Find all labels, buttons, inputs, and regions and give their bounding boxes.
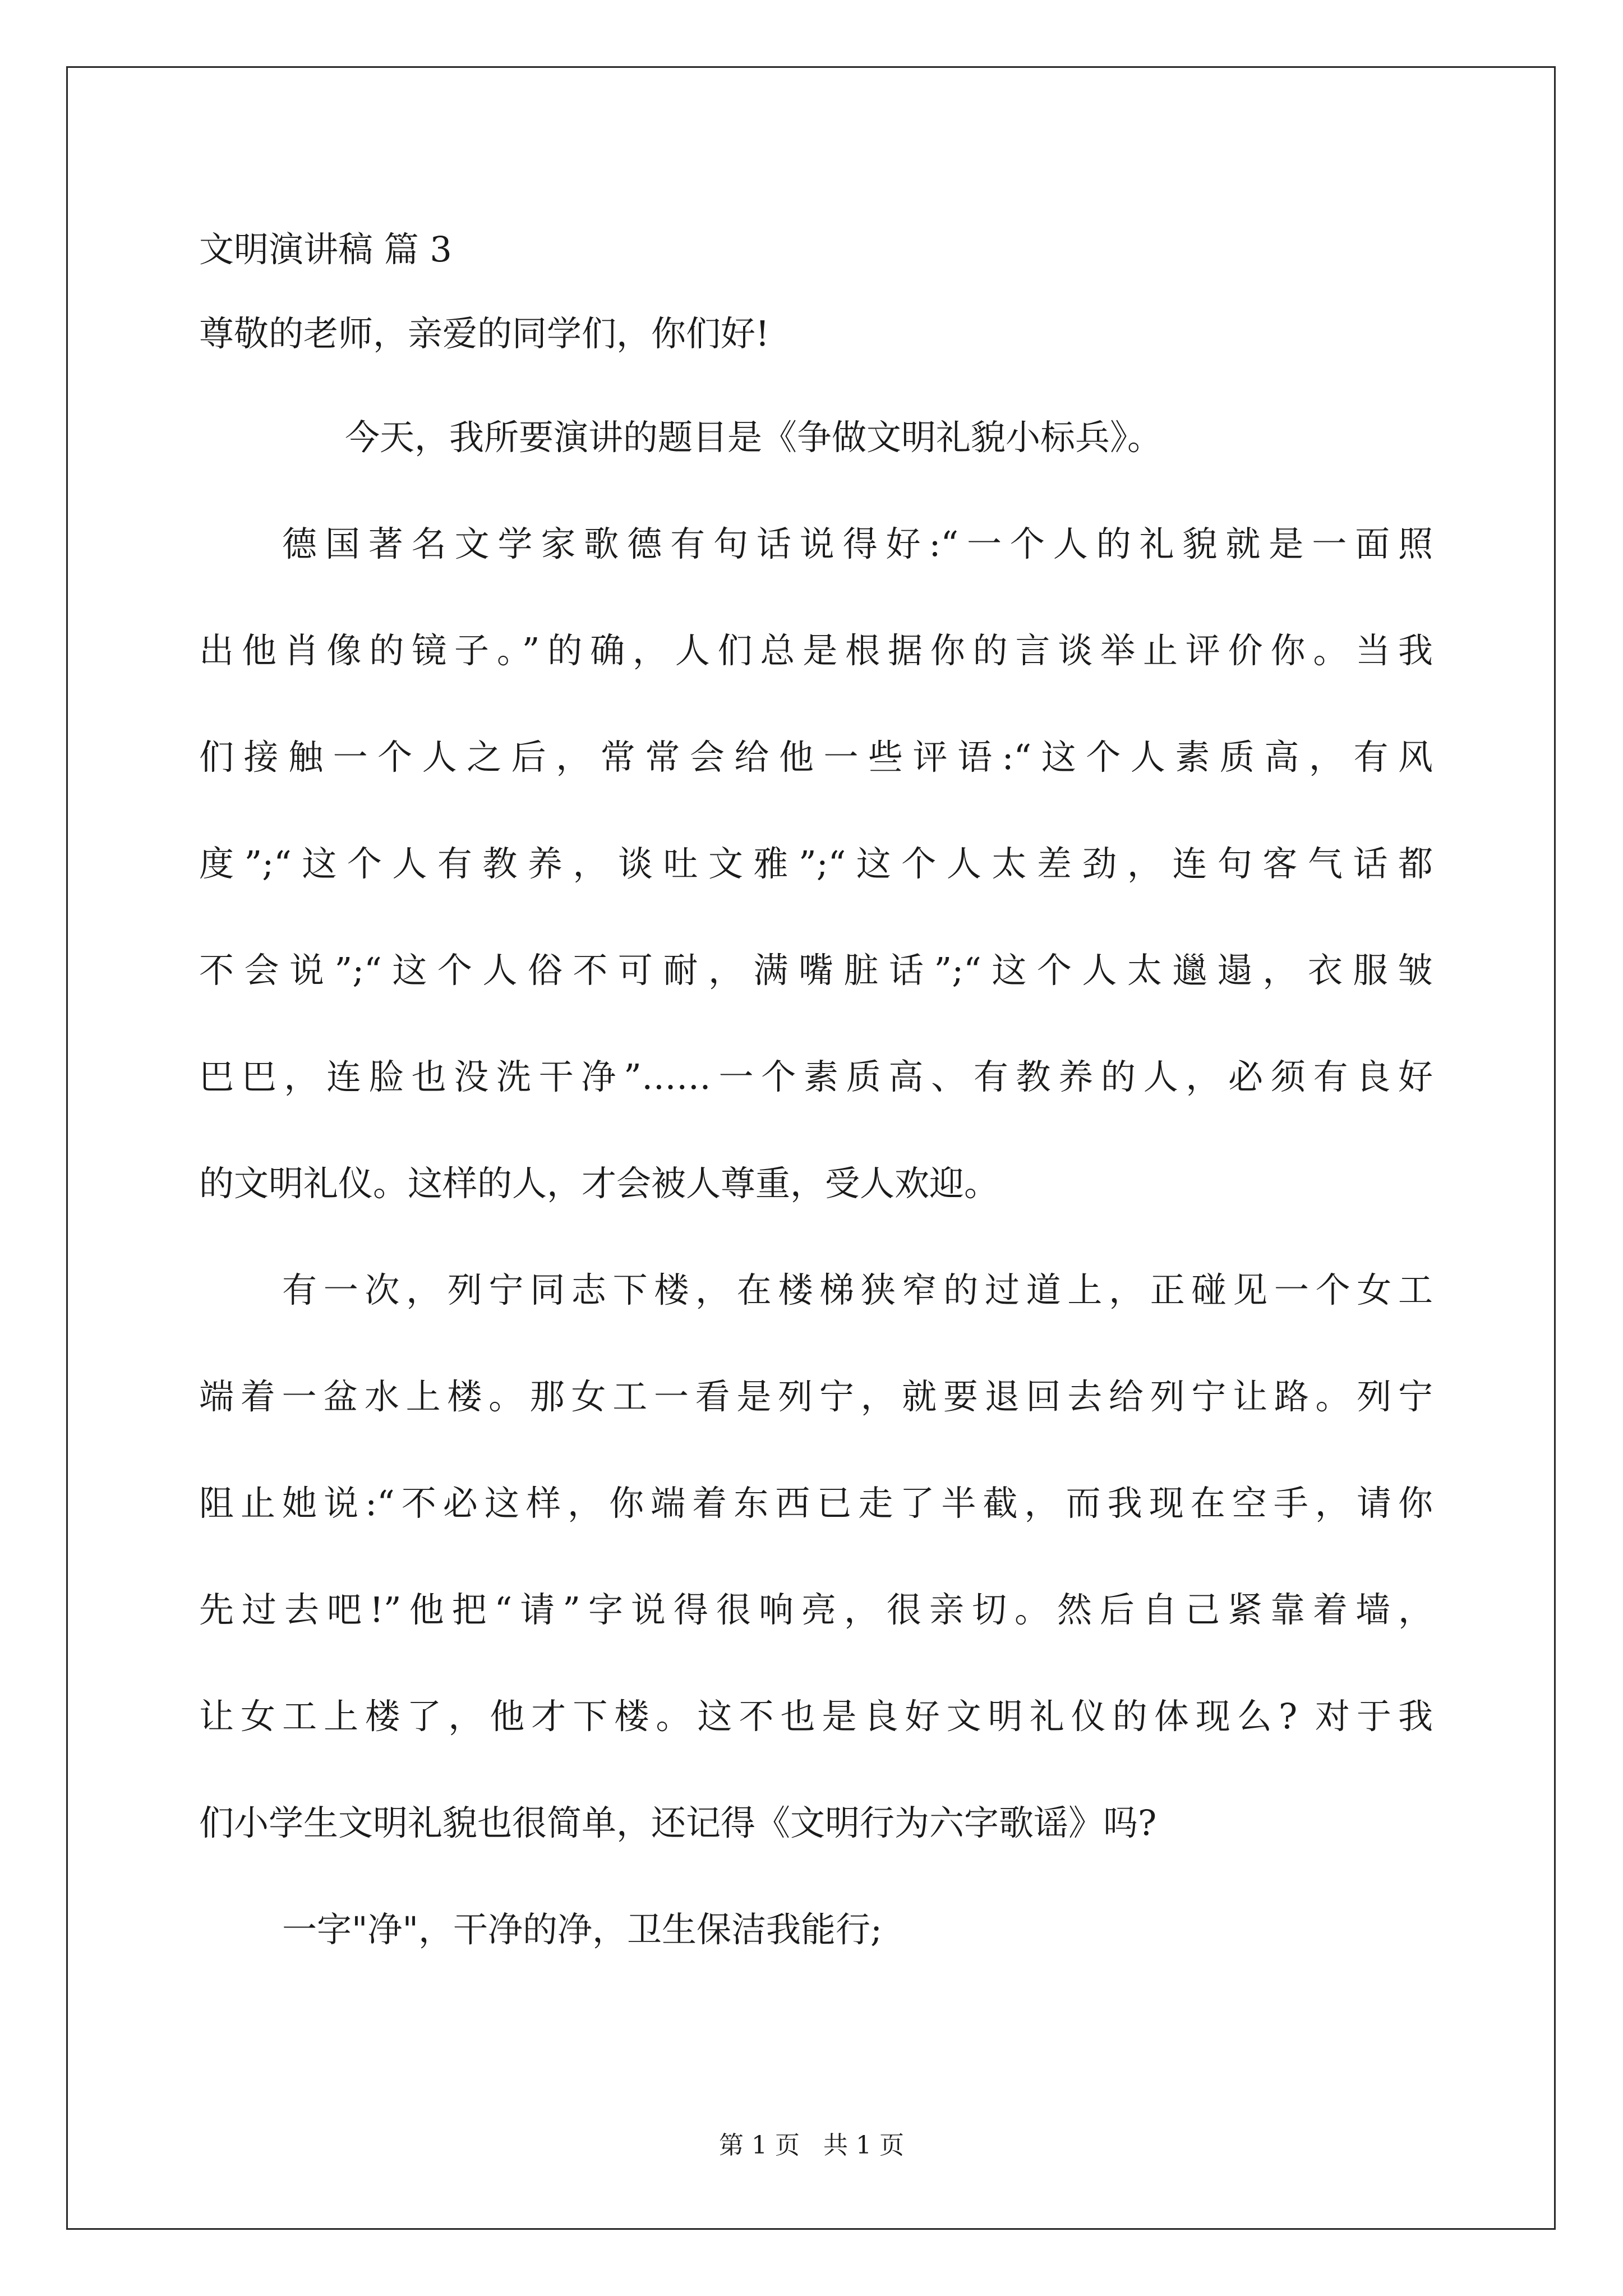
paragraph-line: 让女工上楼了，他才下楼。这不也是良好文明礼仪的体现么? 对于我 bbox=[199, 1696, 1433, 1737]
paragraph-line: 有一次，列宁同志下楼，在楼梯狭窄的过道上，正碰见一个女工 bbox=[282, 1269, 1433, 1310]
rhyme-line-jing: 一字"净"，干净的净，卫生保洁我能行; bbox=[282, 1909, 882, 1950]
paragraph-line: 度”;“这个人有教养，谈吐文雅”;“这个人太差劲，连句客气话都 bbox=[199, 843, 1433, 884]
paragraph-line: 不会说”;“这个人俗不可耐，满嘴脏话”;“这个人太邋遢，衣服皱 bbox=[199, 950, 1433, 991]
paragraph-line: 端着一盆水上楼。那女工一看是列宁，就要退回去给列宁让路。列宁 bbox=[199, 1376, 1433, 1417]
paragraph-line: 先过去吧!”他把“请”字说得很响亮，很亲切。然后自己紧靠着墙， bbox=[199, 1589, 1433, 1630]
paragraph-goethe bbox=[199, 491, 1433, 1237]
document-title: 文明演讲稿 篇 3 bbox=[199, 229, 452, 270]
paragraph-line: 出他肖像的镜子。”的确，人们总是根据你的言谈举止评价你。当我 bbox=[199, 630, 1433, 671]
greeting-line: 尊敬的老师，亲爱的同学们，你们好! bbox=[199, 313, 769, 354]
page-footer: 第 1 页 共 1 页 bbox=[719, 2131, 904, 2160]
document-body bbox=[199, 216, 1433, 1983]
paragraph-lenin bbox=[199, 1237, 1433, 1876]
paragraph-line: 德国著名文学家歌德有句话说得好:“一个人的礼貌就是一面照 bbox=[282, 523, 1433, 564]
paragraph-line: 们接触一个人之后，常常会给他一些评语:“这个人素质高，有风 bbox=[199, 737, 1433, 777]
paragraph-line: 的文明礼仪。这样的人，才会被人尊重，受人欢迎。 bbox=[199, 1163, 999, 1204]
intro-line: 今天，我所要演讲的题目是《争做文明礼貌小标兵》。 bbox=[345, 417, 1163, 458]
paragraph-line: 巴巴，连脸也没洗干净”……一个素质高、有教养的人，必须有良好 bbox=[199, 1056, 1433, 1097]
paragraph-line: 阻止她说:“不必这样，你端着东西已走了半截，而我现在空手，请你 bbox=[199, 1483, 1433, 1524]
paragraph-line: 们小学生文明礼貌也很简单，还记得《文明行为六字歌谣》吗? bbox=[199, 1802, 1157, 1843]
